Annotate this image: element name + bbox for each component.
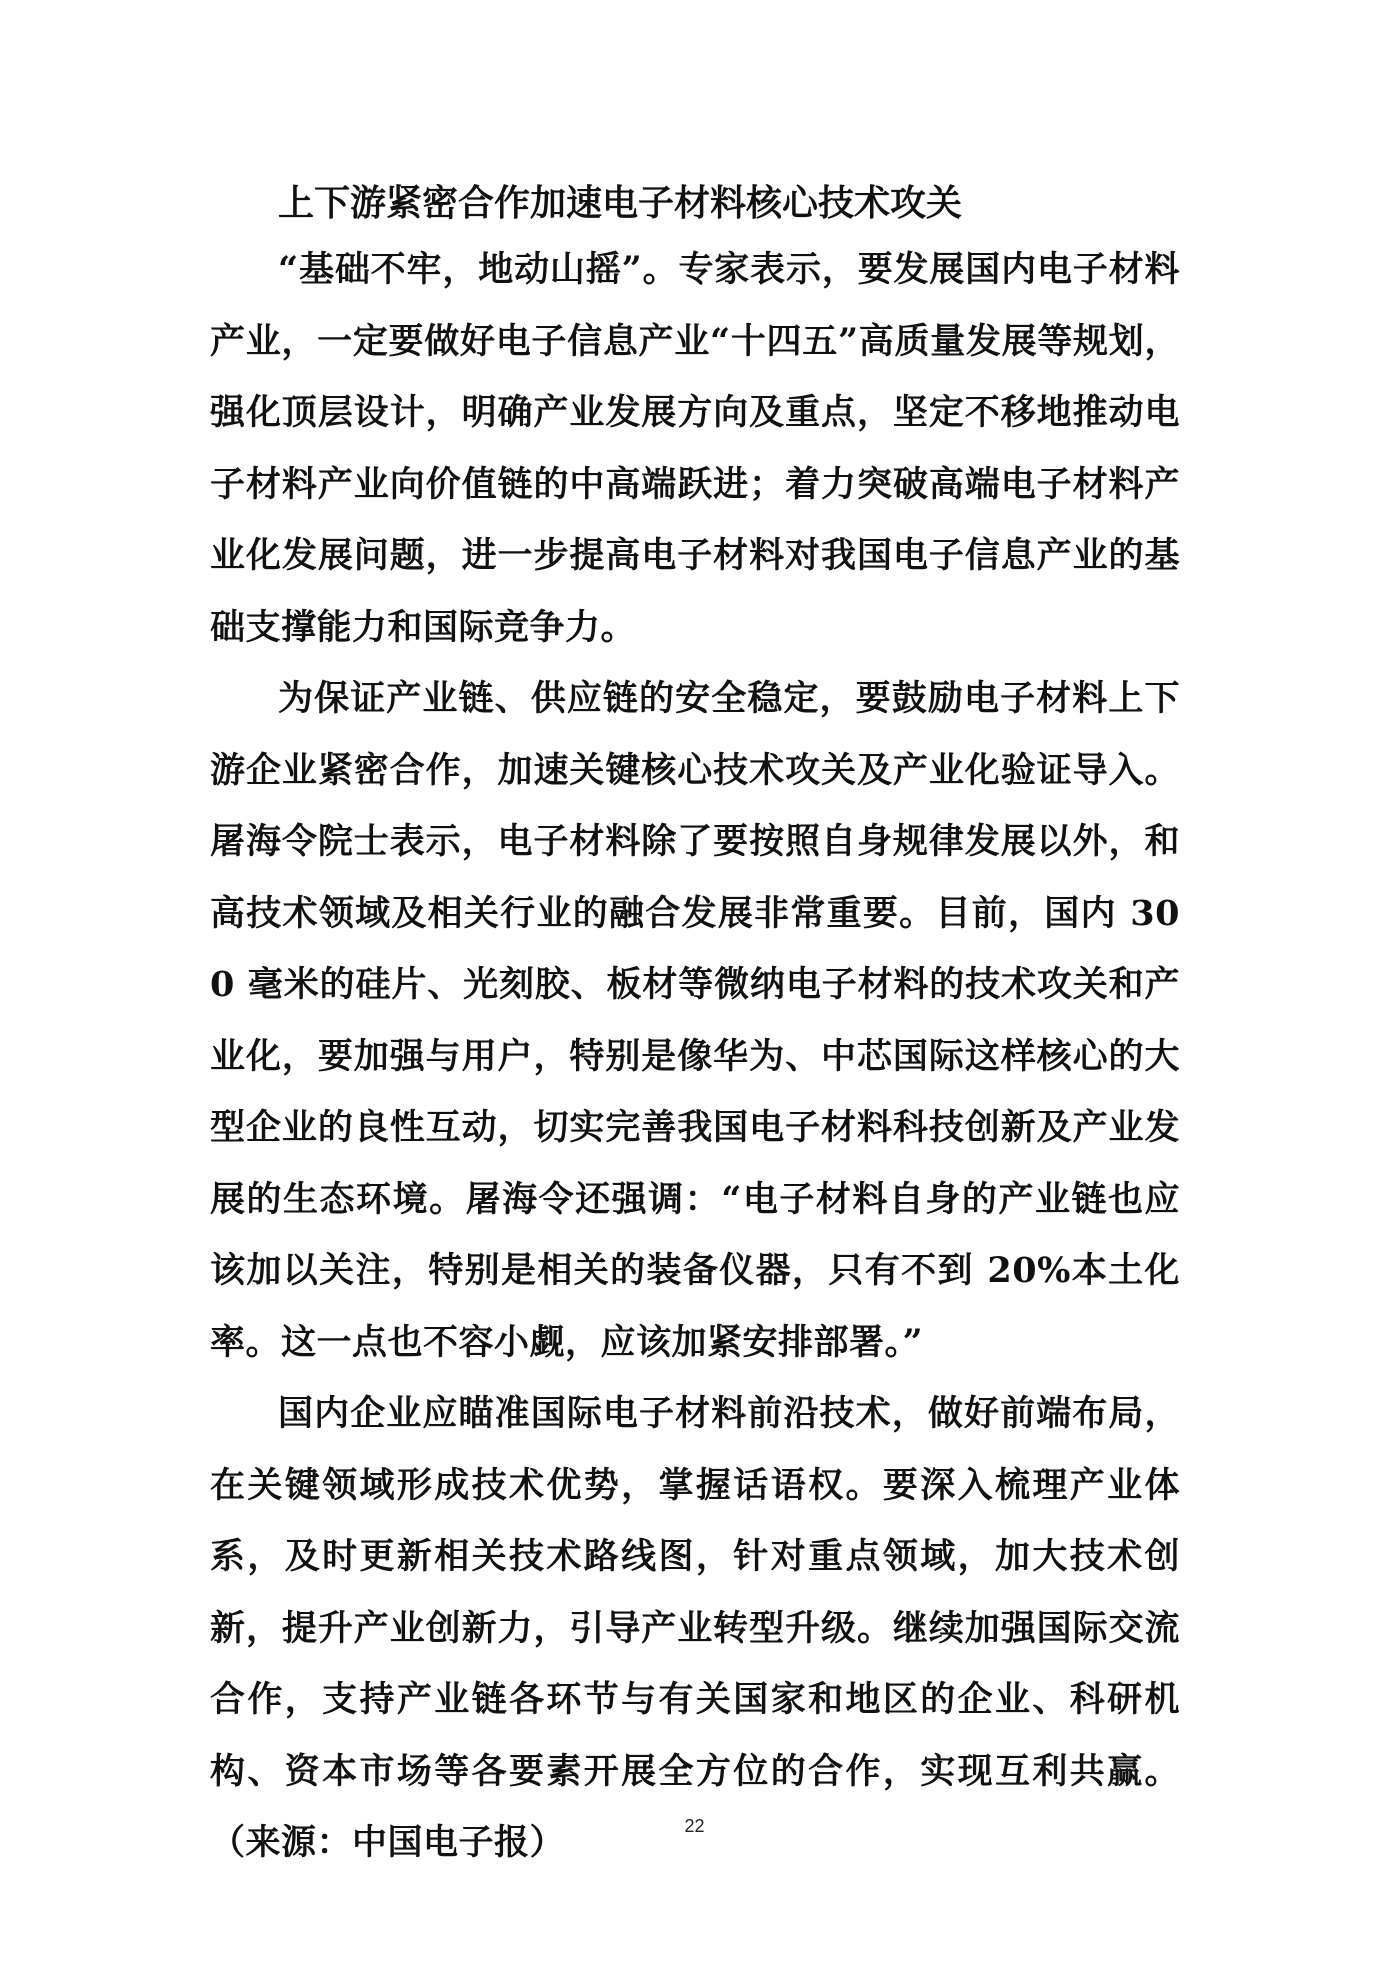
article-title: 上下游紧密合作加速电子材料核心技术攻关 [278, 182, 963, 224]
paragraph-2: 为保证产业链、供应链的安全稳定，要鼓励电子材料上下游企业紧密合作，加速关键核心技术攻关及产业化验证导入。屠海令院士表示，电子材料除了要按照自身规律发展以外，和高技术领域及相关行业的融合发展非常重要。目前，国内 300 毫米的硅片、光刻胶、板材等微纳电子材料的技术攻关和产业化，要加强与用户，特别是像华为、中芯国际这样核心的大型企业的良性互动，切实完善我国电子材料科技创新及产业发展的生态环境。屠海令还强调：“电子材料自身的产业链也应该加以关注，特别是相关的装备仪器，只有不到 20%本土化率。这一点也不容小觑，应该加紧安排部署。” [210, 678, 1180, 1363]
page-number: 22 [684, 1816, 705, 1836]
paragraph-3: 国内企业应瞄准国际电子材料前沿技术，做好前端布局，在关键领域形成技术优势，掌握话语权。要深入梳理产业体系，及时更新相关技术路线图，针对重点领域，加大技术创新，提升产业创新力，引导产业转型升级。继续加强国际交流合作，支持产业链各环节与有关国家和地区的企业、科研机构、资本市场等各要素开展全方位的合作，实现互利共赢。（来源：中国电子报） [210, 1393, 1180, 1863]
article-body [210, 172, 1180, 1879]
paragraph-1: “基础不牢，地动山摇”。专家表示，要发展国内电子材料产业，一定要做好电子信息产业“十四五”高质量发展等规划，强化顶层设计，明确产业发展方向及重点，坚定不移地推动电子材料产业向价值链的中高端跃进；着力突破高端电子材料产业化发展问题，进一步提高电子材料对我国电子信息产业的基础支撑能力和国际竞争力。 [210, 249, 1180, 648]
